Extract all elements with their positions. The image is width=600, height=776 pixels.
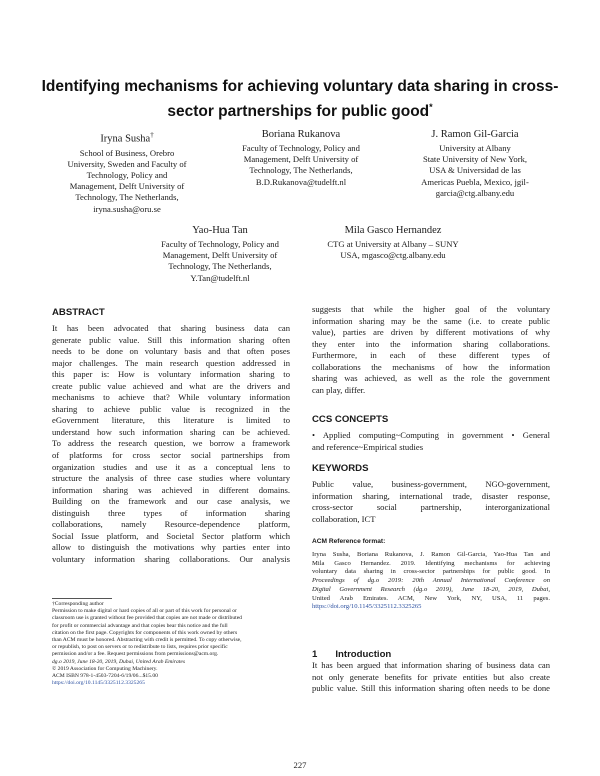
acm-ref-doi-link[interactable]: https://doi.org/10.1145/3325112.3325265 xyxy=(312,603,422,611)
text-line: of platforms for cross sector social partnerships from xyxy=(52,450,290,461)
author-affiliation-line: Americas Puebla, Mexico, jgil- xyxy=(421,176,529,187)
author-affiliation-line: University at Albany xyxy=(439,143,511,153)
introduction-body xyxy=(312,660,550,695)
author-affiliation-line: University, Sweden and Faculty of xyxy=(67,158,187,169)
keywords-body xyxy=(312,479,550,525)
abstract-continued xyxy=(312,304,550,396)
author-email: USA, mgasco@ctg.albany.edu xyxy=(340,250,446,261)
author-email: iryna.susha@oru.se xyxy=(93,203,161,214)
author-block-rukanova xyxy=(226,128,376,188)
keywords-heading: KEYWORDS xyxy=(312,463,369,474)
text-line: Digital Government Research (dg.o 2019), June 18-20, 2019, Dubai, xyxy=(312,585,550,593)
author-affiliation-line: Management, Delft University of xyxy=(243,154,359,165)
ccs-heading: CCS CONCEPTS xyxy=(312,414,389,425)
text-line: To address the research question, we borrow a framework xyxy=(52,438,290,449)
text-line: eGovernment literature, this literature is limited to xyxy=(52,415,290,426)
ccs-body xyxy=(312,430,550,453)
author-block-tan xyxy=(145,224,295,284)
abstract-body xyxy=(52,323,290,565)
footnote-rule xyxy=(52,598,112,599)
title-footnote-mark: * xyxy=(429,102,433,112)
text-line: voluntary data sharing in cross-sector partnerships for public good. In xyxy=(312,568,550,576)
text-line: mechanisms to achieve that? While voluntary information xyxy=(52,392,290,403)
text-line: United Arab Emirates. ACM, New York, NY, USA, 11 pages. xyxy=(312,594,550,602)
author-block-susha xyxy=(52,128,202,215)
text-line: distinguish three types of information sharing xyxy=(52,507,290,518)
footnote-line: citation on the first page. Copyrights for components of this work owned by others xyxy=(52,629,238,636)
text-line: information sharing, international trade, disaster response, xyxy=(312,490,550,501)
author-name: J. Ramon Gil-Garcia xyxy=(431,129,519,140)
text-line: It has been advocated that sharing business data can xyxy=(52,323,290,333)
text-line: major challenges. The main research question addressed in xyxy=(52,357,290,368)
text-line: Proceedings of dg.o 2019: 20th Annual International Conference on xyxy=(312,577,550,585)
page-number: 227 xyxy=(293,760,307,770)
text-line: sharing to achieve public value is recognized in the xyxy=(52,403,290,414)
text-line: and reference~Empirical studies xyxy=(312,441,424,452)
text-line: suggests that while the higher goal of the voluntary xyxy=(312,304,550,314)
text-line: value), parties are driven by different motivations of why xyxy=(312,327,550,338)
section-number: 1 xyxy=(312,649,318,660)
author-affiliation-line: Technology, The Netherlands, xyxy=(249,165,353,176)
author-name: Boriana Rukanova xyxy=(261,129,341,140)
author-affiliation-line: USA & Universidad de las xyxy=(429,165,521,176)
text-line: cross-sector social partnership, interorganizational xyxy=(312,502,550,513)
text-line: they enter into the information sharing collaborations. xyxy=(312,338,550,349)
author-affiliation-line: State University of New York, xyxy=(422,154,528,165)
author-affiliation-line: Technology, The Netherlands, xyxy=(75,192,179,203)
text-line: • Applied computing~Computing in government • General xyxy=(312,430,550,440)
footnote-line: Permission to make digital or hard copies of all or part of this work for personal or xyxy=(52,608,237,615)
text-line: collaboration, ICT xyxy=(312,513,376,524)
text-line: public value. Still this information sharing often needs to be done xyxy=(312,683,550,694)
text-line: create public value achieved and what are the drivers and xyxy=(52,380,290,391)
text-line: sharing was achieved, as well as the role the government xyxy=(312,373,550,384)
footnote-line: © 2019 Association for Computing Machinery. xyxy=(52,665,158,672)
author-email: Y.Tan@tudelft.nl xyxy=(190,272,250,283)
author-affiliation-line: Management, Delft University of xyxy=(69,181,185,192)
acm-ref-heading: ACM Reference format: xyxy=(312,538,386,545)
author-name: Yao-Hua Tan xyxy=(192,225,248,236)
author-email: B.D.Rukanova@tudelft.nl xyxy=(255,176,347,187)
text-line: allow to distinguish the motivations why parties enter into xyxy=(52,542,290,553)
section-title: Introduction xyxy=(335,649,392,660)
footnote-block xyxy=(52,601,290,687)
footnote-line: or republish, to post on servers or to redistribute to lists, requires prior specific xyxy=(52,644,228,651)
text-line: information sharing was achieved in different domains. xyxy=(52,484,290,495)
footnote-line: ACM ISBN 978-1-4503-7204-6/19/06...$15.00 xyxy=(52,673,158,680)
text-line: understand how such information sharing can be achieved. xyxy=(52,426,290,437)
text-line: structure the analysis of three case studies where voluntary xyxy=(52,473,290,484)
footnote-line: †Corresponding author xyxy=(52,601,104,607)
text-line: generate public value. Still this information sharing often xyxy=(52,334,290,345)
text-line: Public value, business-government, NGO-government, xyxy=(312,479,550,489)
footnote-line: for profit or commercial advantage and that copies bear this notice and the full xyxy=(52,622,228,629)
text-line: needs to be done on voluntary basis and that often poses xyxy=(52,346,290,357)
text-line: this paper is: How is voluntary information sharing to xyxy=(52,369,290,380)
text-line: not only generate benefits for private entities but also create xyxy=(312,671,550,682)
footnote-line: permission and/or a fee. Request permissions from permissions@acm.org. xyxy=(52,651,219,658)
author-affiliation-line: Faculty of Technology, Policy and xyxy=(242,143,360,153)
text-line: collaborations the mechanisms of how the information xyxy=(312,361,550,372)
paper-title xyxy=(40,76,560,122)
author-block-gasco-hernandez xyxy=(318,224,468,261)
author-email: garcia@ctg.albany.edu xyxy=(435,187,515,198)
acm-ref-body xyxy=(312,551,550,612)
text-line: voluntary information sharing collaborations. Our analysis xyxy=(52,553,290,564)
title-line-1: Identifying mechanisms for achieving voluntary data sharing in cross- xyxy=(41,78,559,95)
text-line: It has been argued that information sharing of business data can xyxy=(312,660,550,670)
text-line: can play, differ. xyxy=(312,384,366,395)
author-name: Mila Gasco Hernandez xyxy=(344,225,442,236)
text-line: Iryna Susha, Boriana Rukanova, J. Ramon Gil-Garcia, Yao-Hua Tan and xyxy=(312,551,550,558)
author-affiliation-line: Faculty of Technology, Policy and xyxy=(161,239,279,249)
text-line: collaborations, namely Resource-dependence platform, xyxy=(52,519,290,530)
text-line: Mila Gasco Hernandez. 2019. Identifying mechanisms for achieving xyxy=(312,559,550,567)
abstract-heading: ABSTRACT xyxy=(52,307,105,318)
author-affiliation-line: School of Business, Orebro xyxy=(79,147,175,158)
text-line: Building on the framework and our case analysis, we xyxy=(52,496,290,507)
title-line-2: sector partnerships for public good* xyxy=(167,102,433,121)
footnote-line: than ACM must be honored. Abstracting with credit is permitted. To copy otherwise, xyxy=(52,637,242,644)
author-affiliation-line: Technology, Policy and xyxy=(86,169,168,180)
footnote-doi-link[interactable]: https://doi.org/10.1145/3325112.3325265 xyxy=(52,680,145,687)
author-affiliation-line: Management, Delft University of xyxy=(162,250,278,261)
footnote-line: classroom use is granted without fee provided that copies are not made or distributed xyxy=(52,615,242,622)
text-line: Furthermore, in each of these different types of xyxy=(312,350,550,361)
author-affiliation-line: Technology, The Netherlands, xyxy=(168,261,272,272)
text-line: Social Issue platform, and Societal Sector platform which xyxy=(52,530,290,541)
text-line: organization studies and use it as a conceptual lens to xyxy=(52,461,290,472)
author-block-gil-garcia xyxy=(400,128,550,199)
text-line: information sharing may be the same (i.e. to create public xyxy=(312,315,550,326)
author-affiliation-line: CTG at University at Albany – SUNY xyxy=(327,239,459,249)
footnote-line: dg.o 2019, June 18-20, 2019, Dubai, United Arab Emirates xyxy=(52,658,186,665)
author-name: Iryna Susha† xyxy=(100,131,154,145)
